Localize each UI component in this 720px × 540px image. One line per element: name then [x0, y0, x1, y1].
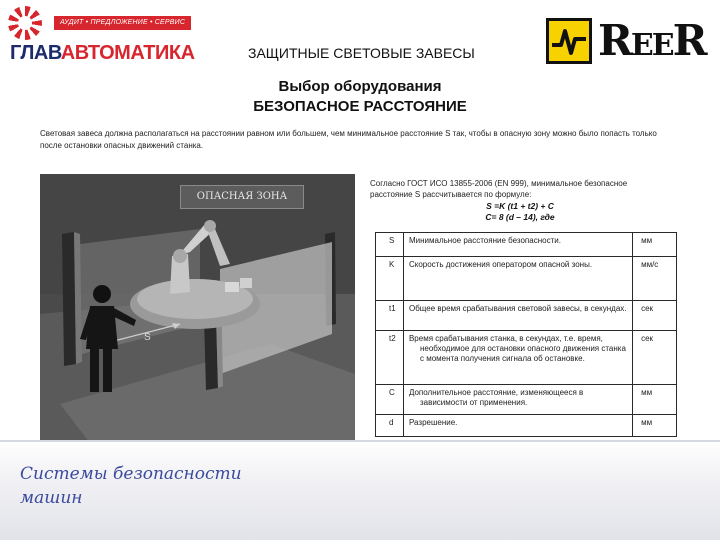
- logo-word-part1: ГЛАВ: [10, 42, 61, 64]
- param-symbol: K: [376, 257, 404, 301]
- logo-swirl-icon: [8, 6, 42, 40]
- param-description: [403, 233, 632, 257]
- company-logo: [6, 4, 196, 68]
- param-symbol: S: [376, 233, 404, 257]
- slogan-line-1: Системы безопасности: [20, 464, 242, 484]
- slogan-line-2: машин: [20, 488, 83, 508]
- formula-line-2: C= 8 (d – 14), где: [485, 212, 555, 222]
- param-description-text: Разрешение.: [408, 418, 458, 427]
- slide-subtitle: БЕЗОПАСНОЕ РАССТОЯНИЕ: [253, 98, 467, 115]
- param-description-text: Общее время срабатывания световой завесы, в секундах.: [408, 304, 627, 313]
- param-description-text: Скорость достижения оператором опасной зоны.: [408, 260, 593, 269]
- param-unit: мм/с: [633, 257, 677, 301]
- param-description: [403, 257, 632, 301]
- formula-intro: Согласно ГОСТ ИСО 13855-2006 (EN 999), минимальное безопасное расстояние S рассчитывается по формуле:: [370, 179, 628, 199]
- param-description-text: Время срабатывания станка, в секундах, т.е. время, необходимое для остановки опасного движения станка с момента получения сигнала об остановке.: [408, 334, 626, 363]
- table-row: [376, 385, 677, 415]
- intro-paragraph: Световая завеса должна располагаться на расстоянии равном или большем, чем минимальное расстояние S так, чтобы в опасную зону можно было попасть только после остановки опасных движений станка.: [40, 129, 657, 150]
- param-symbol: d: [376, 415, 404, 437]
- table-row: [376, 257, 677, 301]
- danger-zone-label: ОПАСНАЯ ЗОНА: [180, 185, 304, 209]
- formula-line-1: S =K (t1 + t2) + C: [486, 201, 554, 211]
- param-description-text: Минимальное расстояние безопасности.: [408, 236, 561, 245]
- footer-slogan: [20, 462, 242, 510]
- reer-wordmark: REER: [598, 16, 706, 65]
- parameters-table: [375, 232, 677, 437]
- footer-divider: [0, 440, 720, 442]
- reer-logo: [546, 18, 710, 66]
- param-description-text: Дополнительное расстояние, изменяющееся в зависимости от применения.: [408, 388, 584, 407]
- param-symbol: t2: [376, 331, 404, 385]
- illustration-drawing: [40, 174, 355, 456]
- param-unit: мм: [633, 415, 677, 437]
- param-description: [403, 385, 632, 415]
- param-description: [403, 301, 632, 331]
- table-row: [376, 415, 677, 437]
- param-unit: мм: [633, 233, 677, 257]
- param-description: [403, 331, 632, 385]
- logo-wordmark: [10, 42, 195, 65]
- param-symbol: C: [376, 385, 404, 415]
- safety-distance-illustration: [40, 174, 355, 456]
- table-row: [376, 233, 677, 257]
- logo-word-part2: АВТОМАТИКА: [60, 42, 195, 64]
- param-unit: сек: [633, 301, 677, 331]
- param-symbol: t1: [376, 301, 404, 331]
- param-unit: мм: [633, 385, 677, 415]
- param-unit: сек: [633, 331, 677, 385]
- param-description: [403, 415, 632, 437]
- slide-title: Выбор оборудования: [278, 78, 442, 95]
- table-row: [376, 331, 677, 385]
- section-title: ЗАЩИТНЫЕ СВЕТОВЫЕ ЗАВЕСЫ: [248, 45, 475, 61]
- logo-tagline: АУДИТ • ПРЕДЛОЖЕНИЕ • СЕРВИС: [54, 16, 191, 30]
- distance-s-label: S: [144, 332, 151, 343]
- reer-pulse-icon: [546, 18, 592, 64]
- table-row: [376, 301, 677, 331]
